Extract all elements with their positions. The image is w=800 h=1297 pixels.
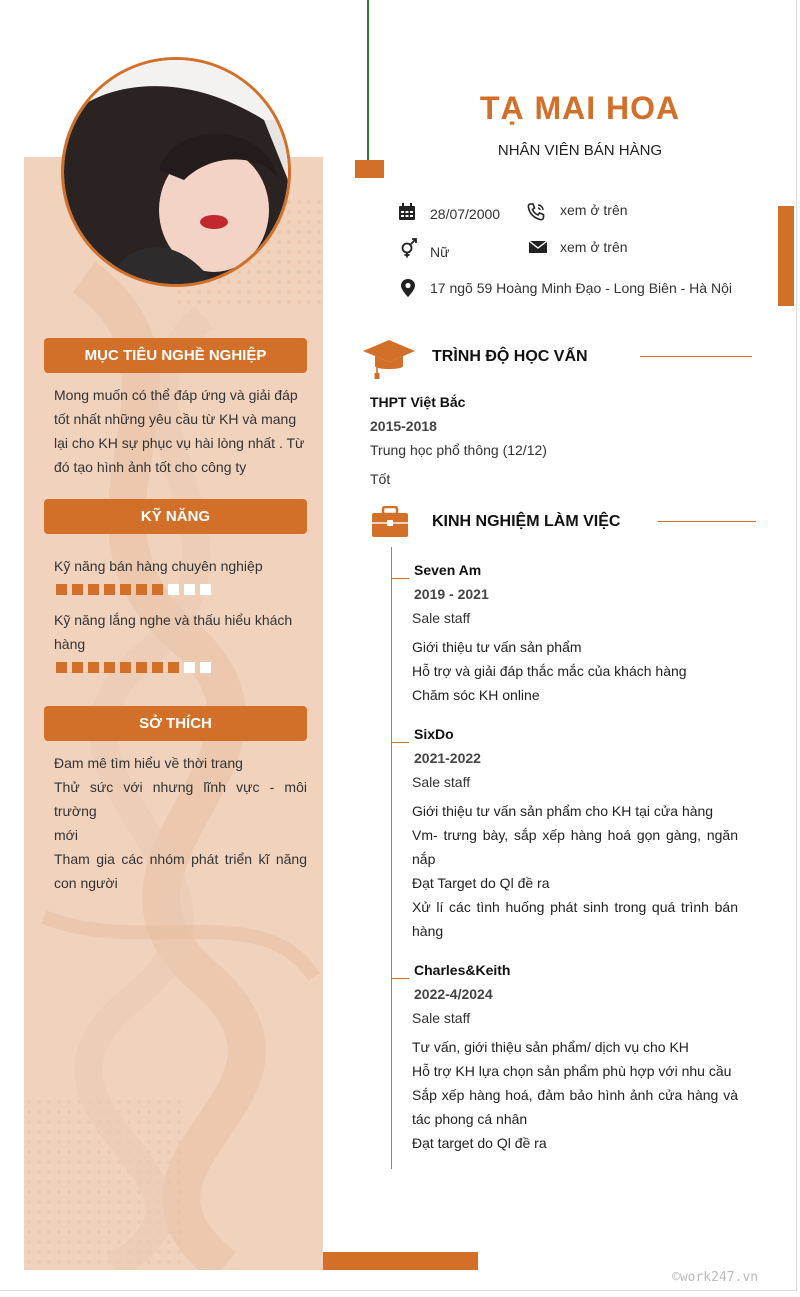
location-pin-icon — [398, 278, 418, 298]
job-position: Sale staff — [412, 610, 471, 626]
timeline-tick — [391, 578, 409, 579]
gender-icon — [399, 238, 419, 258]
heading-rule — [640, 356, 752, 357]
education-program: Trung học phổ thông (12/12) — [370, 442, 547, 458]
skill-dot-filled — [72, 584, 83, 595]
hobby-line: Thử sức với nhưng lĩnh vực - môi trường — [54, 779, 307, 819]
phone: xem ở trên — [560, 202, 628, 218]
job-position: Sale staff — [412, 774, 471, 790]
skill-dot-empty — [168, 584, 179, 595]
objective-line: tốt nhất những yêu cầu từ KH và mang — [54, 411, 297, 427]
education-heading: TRÌNH ĐỘ HỌC VẤN — [432, 348, 588, 365]
heading-rule — [658, 521, 756, 522]
skills-heading: KỸ NĂNG — [44, 499, 307, 534]
job-description — [412, 635, 738, 707]
birthday: 28/07/2000 — [430, 206, 501, 222]
job-period: 2022-4/2024 — [414, 986, 493, 1002]
job-duty: Giới thiệu tư vấn sản phẩm cho KH tại cửa hàng — [412, 803, 714, 819]
skill-dot-filled — [104, 584, 115, 595]
job-duty: Chăm sóc KH online — [412, 687, 540, 703]
timeline-tick — [391, 978, 409, 979]
skill-dot-empty — [184, 584, 195, 595]
job-position: Sale staff — [412, 1010, 471, 1026]
company-name: Seven Am — [414, 562, 482, 578]
experience-heading: KINH NGHIỆM LÀM VIỆC — [432, 513, 621, 530]
accent-bottom-bar — [323, 1252, 478, 1270]
skill-dot-filled — [120, 662, 131, 673]
skill-level-bar — [56, 584, 211, 595]
skill-dot-filled — [56, 584, 67, 595]
skill-name — [54, 608, 307, 656]
hobbies-heading: SỞ THÍCH — [44, 706, 307, 741]
job-duty: hàng — [412, 923, 444, 939]
skill-dot-filled — [136, 662, 147, 673]
job-duty: Đạt target do Ql đề ra — [412, 1135, 547, 1151]
skill-level-bar — [56, 662, 211, 673]
job-duty: tác phong cá nhân — [412, 1111, 528, 1127]
job-duty: Giới thiệu tư vấn sản phẩm — [412, 639, 582, 655]
school-name: THPT Việt Bắc — [370, 394, 466, 410]
candidate-role: NHÂN VIÊN BÁN HÀNG — [497, 142, 663, 159]
job-duty: Sắp xếp hàng hoá, đảm bảo hình ảnh cửa hàng và — [412, 1087, 738, 1103]
hobbies-text — [54, 751, 307, 895]
job-description — [412, 1035, 738, 1155]
skill-dot-filled — [56, 662, 67, 673]
skill-dot-filled — [104, 662, 115, 673]
skill-dot-empty — [184, 662, 195, 673]
gender: Nữ — [430, 244, 450, 260]
job-duty: Hỗ trợ KH lựa chọn sản phẩm phù hợp với nhu cầu — [412, 1063, 732, 1079]
skill-dot-filled — [120, 584, 131, 595]
company-name: Charles&Keith — [414, 962, 511, 978]
hobby-line: con người — [54, 875, 118, 891]
hobby-line: Đam mê tìm hiểu về thời trang — [54, 755, 243, 771]
accent-vertical-line — [367, 0, 369, 160]
email: xem ở trên — [560, 239, 628, 255]
address: 17 ngõ 59 Hoàng Minh Đạo - Long Biên - Hà Nội — [430, 280, 732, 296]
job-duty: Hỗ trợ và giải đáp thắc mắc của khách hàng — [412, 663, 687, 679]
objective-text — [54, 383, 307, 479]
graduation-cap-icon — [362, 338, 416, 380]
candidate-name: TẠ MAI HOA — [479, 90, 681, 126]
accent-right-tab — [778, 206, 794, 306]
skill-dot-filled — [152, 662, 163, 673]
skill-name-line: hàng — [54, 636, 86, 652]
job-period: 2019 - 2021 — [414, 586, 489, 602]
avatar — [61, 57, 291, 287]
phone-icon — [526, 202, 546, 222]
skill-name-line: Kỹ năng lắng nghe và thấu hiểu khách — [54, 612, 293, 628]
job-duty: Vm- trưng bày, sắp xếp hàng hoá gọn gàng, ngăn — [412, 827, 738, 843]
skill-dot-filled — [168, 662, 179, 673]
timeline-tick — [391, 742, 409, 743]
skill-dot-filled — [136, 584, 147, 595]
skill-dot-filled — [88, 662, 99, 673]
job-duty: Đạt Target do Ql đề ra — [412, 875, 550, 891]
objective-line: Mong muốn có thể đáp ứng và giải đáp — [54, 387, 298, 403]
job-duty: nắp — [412, 851, 436, 867]
briefcase-icon — [371, 506, 409, 538]
job-duty: Xử lí các tình huống phát sinh trong quá trình bán — [412, 899, 738, 915]
skill-dot-empty — [200, 662, 211, 673]
skill-dot-filled — [152, 584, 163, 595]
objective-heading: MỤC TIÊU NGHỀ NGHIỆP — [44, 338, 307, 373]
education-result: Tốt — [370, 471, 391, 487]
job-duty: Tư vấn, giới thiệu sản phẩm/ dịch vụ cho KH — [412, 1039, 689, 1055]
skill-name: Kỹ năng bán hàng chuyên nghiệp — [54, 558, 263, 574]
job-period: 2021-2022 — [414, 750, 481, 766]
hobby-line: mới — [54, 827, 78, 843]
hobby-line: Tham gia các nhóm phát triển kĩ năng — [54, 851, 307, 867]
calendar-icon — [397, 202, 417, 222]
job-description — [412, 799, 738, 943]
accent-square — [355, 160, 384, 178]
company-name: SixDo — [414, 726, 454, 742]
objective-line: đó tạo hình ảnh tốt cho công ty — [54, 459, 247, 475]
education-period: 2015-2018 — [370, 418, 437, 434]
timeline-line — [391, 547, 392, 1169]
objective-line: lại cho KH sự phục vụ hài lòng nhất . Từ — [54, 435, 305, 451]
skill-dot-filled — [88, 584, 99, 595]
skill-dot-empty — [200, 584, 211, 595]
watermark: ©work247.vn — [672, 1270, 759, 1285]
mail-icon — [528, 237, 548, 257]
profile-photo — [64, 60, 288, 284]
skill-dot-filled — [72, 662, 83, 673]
